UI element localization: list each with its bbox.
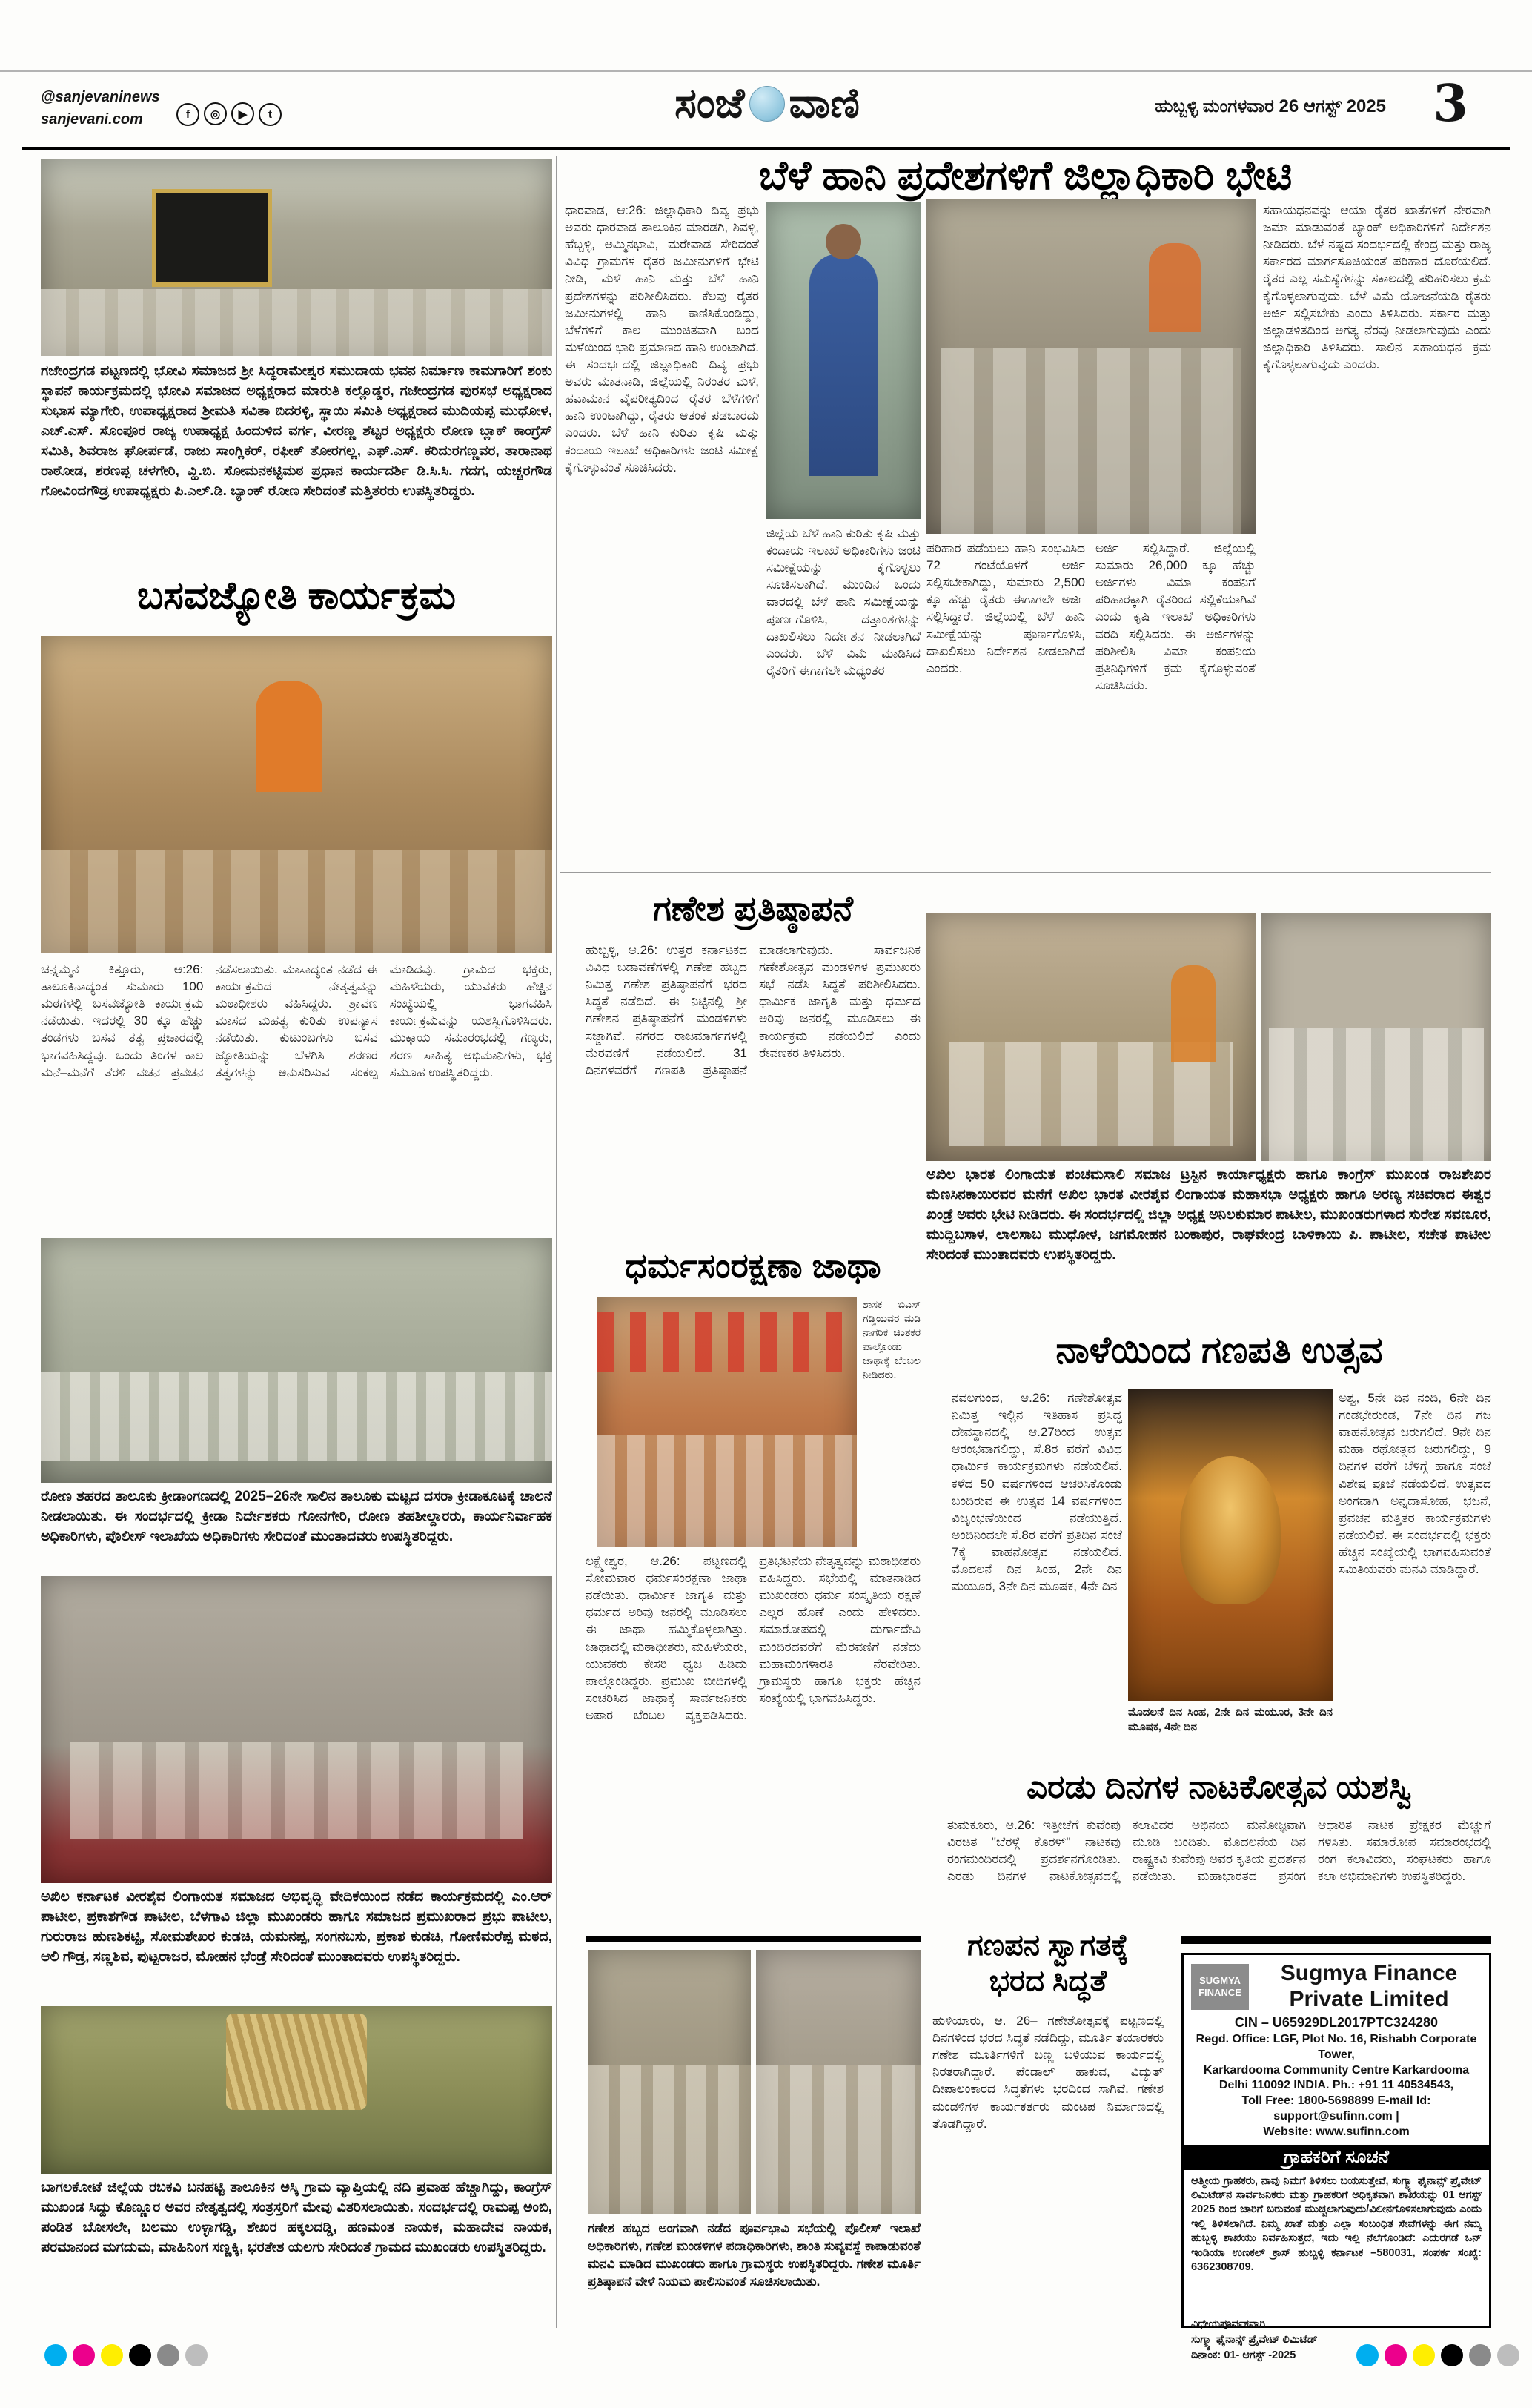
photo-khandre-visit-group <box>1261 913 1491 1161</box>
reg-dot-gray <box>157 2344 179 2366</box>
social-handles <box>41 86 170 130</box>
seated-devotees <box>41 850 552 953</box>
idol-silhouette <box>1180 1456 1281 1604</box>
ad-sign-2: ಸುಗ್ಮ್ಯಾ ಫೈನಾನ್ಸ್ ಪ್ರೈವೇಟ್ ಲಿಮಿಟೆಡ್ <box>1191 2333 1318 2346</box>
ganapana-body: ಹುಳಿಯಾರು, ಆ. 26– ಗಣೇಶೋತ್ಸವಕ್ಕೆ ಪಟ್ಟಣದಲ್ಲಿ ದಿನಗಳಿಂದ ಭರದ ಸಿದ್ಧತೆ ನಡೆದಿದ್ದು, ಮೂರ್ತಿ ತಯಾರಕರು ಗಣೇಶ ಮೂರ್ತಿಗಳಿಗೆ ಬಣ್ಣ ಬಳಿಯುವ ಕಾರ್ಯದಲ್ಲಿ ನಿರತರಾಗಿದ್ದಾರೆ. ಪೆಂಡಾಲ್ ಹಾಕುವ, ವಿದ್ಯುತ್ ದೀಪಾಲಂಕಾರದ ಸಿದ್ಧತೆಗಳು ಭರದಿಂದ ಸಾಗಿವೆ. ಗಣೇಶ ಮಂಡಳಿಗಳ ಕಾರ್ಯಕರ್ತರು ಮಂಟಪ ನಿರ್ಮಾಣದಲ್ಲಿ ತೊಡಗಿದ್ದಾರೆ. <box>932 2014 1164 2131</box>
website-text: sanjevani.com <box>41 111 143 128</box>
photo-bottom-mid-right <box>756 1950 921 2214</box>
facebook-icon: f <box>176 103 199 126</box>
header-bottom-rule <box>22 147 1510 150</box>
ad-header-row <box>1191 1961 1482 2012</box>
memorial-plaque <box>152 189 272 287</box>
nataka-headline: ಎರಡು ದಿನಗಳ ನಾಟಕೋತ್ಸವ ಯಶಸ್ವಿ <box>1026 1769 1413 1805</box>
reg-dot-magenta <box>73 2344 95 2366</box>
reg-dot-lightgray-r <box>1497 2344 1519 2366</box>
column-divider-left <box>556 156 557 2328</box>
edition-date-line: ಹುಬ್ಬಳ್ಳಿ ಮಂಗಳವಾರ 26 ಆಗಸ್ಟ್ 2025 <box>1155 96 1386 116</box>
figure-saffron-shawl <box>1149 243 1201 332</box>
masthead-logo-circle <box>749 86 785 122</box>
main-article-col-1: ಧಾರವಾಡ, ಆ:26: ಜಿಲ್ಲಾಧಿಕಾರಿ ದಿವ್ಯ ಪ್ರಭು ಅವರು ಧಾರವಾಡ ತಾಲೂಕಿನ ಮಾರಡಗಿ, ಶಿವಳ್ಳಿ, ಹೆಬ್ಬಳ್ಳಿ, ಅಮ್ಮಿನಭಾವಿ, ಮರೇವಾಡ ಸೇರಿದಂತೆ ವಿವಿಧ ಗ್ರಾಮಗಳ ರೈತರ ಜಮೀನುಗಳಿಗೆ ಭೇಟಿ ನೀಡಿ, ಮಳೆ ಹಾನಿ ಮತ್ತು ಬೆಳೆ ಹಾನಿ ಪ್ರದೇಶಗಳನ್ನು ಪರಿಶೀಲಿಸಿದರು. ಕೆಲವು ರೈತರ ಜಮೀನುಗಳಲ್ಲಿ ಹಾನಿ ಕಾಣಿಸಿಕೊಂಡಿದ್ದು, ಬೆಳೆಗಳಿಗೆ ಕಾಲ ಮುಂಚಿತವಾಗಿ ಬಂದ ಮಳೆಯಿಂದ ಭಾರಿ ಪ್ರಮಾಣದ ಹಾನಿ ಉಂಟಾಗಿದೆ. ಈ ಸಂದರ್ಭದಲ್ಲಿ ಜಿಲ್ಲಾಧಿಕಾರಿ ದಿವ್ಯ ಪ್ರಭು ಅವರು ಮಾತನಾಡಿ, ಜಿಲ್ಲೆಯಲ್ಲಿ ನಿರಂತರ ಮಳೆ, ಹವಾಮಾನ ವೈಪರೀತ್ಯದಿಂದ ರೈತರ ಬೆಳೆಗಳಿಗೆ ಹಾನಿ ಉಂಟಾಗಿದ್ದು, ರೈತರು ಆತಂಕ ಪಡಬಾರದು ಎಂದರು. ಬೆಳೆ ಹಾನಿ ಕುರಿತು ಕೃಷಿ ಮತ್ತು ಕಂದಾಯ ಇಲಾಖೆ ಅಧಿಕಾರಿಗಳು ಜಂಟಿ ಸಮೀಕ್ಷೆ ಕೈಗೊಳ್ಳುವಂತೆ ಸೂಚಿಸಿದರು. <box>565 203 759 474</box>
main-article-col-3b: ಅರ್ಜಿ ಸಲ್ಲಿಸಿದ್ದಾರೆ. ಜಿಲ್ಲೆಯಲ್ಲಿ ಸುಮಾರು 26,000 ಕ್ಕೂ ಹೆಚ್ಚು ಅರ್ಜಿಗಳು ವಿಮಾ ಕಂಪನಿಗೆ ಪರಿಹಾರಕ್ಕಾಗಿ ರೈತರಿಂದ ಸಲ್ಲಿಕೆಯಾಗಿವೆ ಎಂದು ಕೃಷಿ ಇಲಾಖೆ ಅಧಿಕಾರಿಗಳು ವರದಿ ಸಲ್ಲಿಸಿದರು. ಈ ಅರ್ಜಿಗಳನ್ನು ಪರಿಶೀಲಿಸಿ ವಿಮಾ ಕಂಪನಿಯ ಪ್ರತಿನಿಧಿಗಳಿಗೆ ಕ್ರಮ ಕೈಗೊಳ್ಳುವಂತೆ ಸೂಚಿಸಿದರು. <box>1095 541 1256 692</box>
dharma-side-col: ಶಾಸಕ ಬಿಎಸ್ ಗಡ್ಡಿಯವರ ಮಡಿ ನಾಗರಿಕ ಚಿಂತಕರ ಪಾಲ್ಗೊಂಡು ಜಾಥಾಕ್ಕೆ ಬೆಂಬಲ ನೀಡಿದರು. <box>863 1298 921 1381</box>
utsava-col-right: ಅಶ್ವ, 5ನೇ ದಿನ ನಂದಿ, 6ನೇ ದಿನ ಗಂಡಭೇರುಂಡ, 7ನೇ ದಿನ ಗಜ ವಾಹನೋತ್ಸವ ಜರುಗಲಿದೆ. 9ನೇ ದಿನ ಮಹಾ ರಥೋತ್ಸವ ಜರುಗಲಿದ್ದು, 9 ದಿನಗಳ ವರೆಗೆ ಬೆಳಿಗ್ಗೆ ಹಾಗೂ ಸಂಜೆ ವಿಶೇಷ ಪೂಜೆ ನಡೆಯಲಿದೆ. ಉತ್ಸವದ ಅಂಗವಾಗಿ ಅನ್ನದಾಸೋಹ, ಭಜನೆ, ಪ್ರವಚನ ಮತ್ತಿತರ ಕಾರ್ಯಕ್ರಮಗಳು ನಡೆಯಲಿವೆ. ಈ ಸಂದರ್ಭದಲ್ಲಿ ಭಕ್ತರು ಹೆಚ್ಚಿನ ಸಂಖ್ಯೆಯಲ್ಲಿ ಭಾಗವಹಿಸುವಂತೆ ಸಮಿತಿಯವರು ಮನವಿ ಮಾಡಿದ್ದಾರೆ. <box>1339 1391 1491 1577</box>
main-article-col-4: ಸಹಾಯಧನವನ್ನು ಆಯಾ ರೈತರ ಖಾತೆಗಳಿಗೆ ನೇರವಾಗಿ ಜಮಾ ಮಾಡುವಂತೆ ಬ್ಯಾಂಕ್ ಅಧಿಕಾರಿಗಳಿಗೆ ನಿರ್ದೇಶನ ನೀಡಿದರು. ಬೆಳೆ ನಷ್ಟದ ಸಂದರ್ಭದಲ್ಲಿ ಕೇಂದ್ರ ಮತ್ತು ರಾಜ್ಯ ಸರ್ಕಾರದ ಮಾರ್ಗಸೂಚಿಯಂತೆ ಪರಿಹಾರ ದೊರೆಯಲಿದೆ. ರೈತರ ಎಲ್ಲ ಸಮಸ್ಯೆಗಳನ್ನು ಸಕಾಲದಲ್ಲಿ ಪರಿಹರಿಸಲು ಕ್ರಮ ಕೈಗೊಳ್ಳಲಾಗುವುದು. ಬೆಳೆ ವಿಮೆ ಯೋಜನೆಯಡಿ ರೈತರು ಅರ್ಜಿ ಸಲ್ಲಿಸಬೇಕು ಎಂದು ತಿಳಿಸಿದರು. ಸರ್ಕಾರ ಮತ್ತು ಜಿಲ್ಲಾಡಳಿತದಿಂದ ಅಗತ್ಯ ನೆರವು ನೀಡಲಾಗುವುದು ಎಂದು ಜಿಲ್ಲಾಧಿಕಾರಿ ತಿಳಿಸಿದರು. ಸಾಲಿನ ಸಹಾಯಧನ ಕ್ರಮ ಕೈಗೊಳ್ಳಲಾಗುವುದು ಎಂದರು. <box>1263 203 1491 371</box>
twitter-icon: t <box>259 103 282 126</box>
basava-body: ಚನ್ನಮ್ಮನ ಕಿತ್ತೂರು, ಆ:26: ತಾಲೂಕಿನಾದ್ಯಂತ ಸುಮಾರು 100 ಮಠಗಳಲ್ಲಿ ಬಸವಜ್ಯೋತಿ ಕಾರ್ಯಕ್ರಮ ನಡೆಯಿತು. ಇದರಲ್ಲಿ 30 ಕ್ಕೂ ಹೆಚ್ಚು ತಂಡಗಳು ಬಸವ ತತ್ವ ಪ್ರಚಾರದಲ್ಲಿ ಭಾಗವಹಿಸಿದ್ದವು. ಒಂದು ತಿಂಗಳ ಕಾಲ ಮನೆ–ಮನೆಗೆ ತೆರಳಿ ವಚನ ಪ್ರವಚನ ನಡೆಸಲಾಯಿತು. ಮಾಸಾದ್ಯಂತ ನಡೆದ ಈ ಕಾರ್ಯಕ್ರಮದ ನೇತೃತ್ವವನ್ನು ಮಠಾಧೀಶರು ವಹಿಸಿದ್ದರು. ಶ್ರಾವಣ ಮಾಸದ ಮಹತ್ವ ಕುರಿತು ಉಪನ್ಯಾಸ ನಡೆಯಿತು. ಕುಟುಂಬಗಳು ಬಸವ ಜ್ಯೋತಿಯನ್ನು ಬೆಳಗಿಸಿ ಶರಣರ ತತ್ವಗಳನ್ನು ಅನುಸರಿಸುವ ಸಂಕಲ್ಪ ಮಾಡಿದವು. ಗ್ರಾಮದ ಭಕ್ತರು, ಮಹಿಳೆಯರು, ಯುವಕರು ಹೆಚ್ಚಿನ ಸಂಖ್ಯೆಯಲ್ಲಿ ಭಾಗವಹಿಸಿ ಕಾರ್ಯಕ್ರಮವನ್ನು ಯಶಸ್ವಿಗೊಳಿಸಿದರು. ಮುಕ್ತಾಯ ಸಮಾರಂಭದಲ್ಲಿ ಗಣ್ಯರು, ಶರಣ ಸಾಹಿತ್ಯ ಅಭಿಮಾನಿಗಳು, ಭಕ್ತ ಸಮೂಹ ಉಪಸ್ಥಿತರಿದ್ದರು. <box>41 962 552 1079</box>
bottom-mid-top-rule <box>586 1936 921 1942</box>
ad-top-rule <box>1181 1936 1491 1944</box>
photo-shanku-sthapane-ceremony <box>41 159 552 356</box>
sugmya-logo-icon <box>1191 1964 1249 2010</box>
procession-crowd <box>597 1435 857 1547</box>
header-top-rule <box>0 70 1532 72</box>
red-flags <box>597 1312 857 1372</box>
figure-swamiji <box>256 681 322 792</box>
caption-stage-function: ಅಖಿಲ ಕರ್ನಾಟಕ ವೀರಶೈವ ಲಿಂಗಾಯತ ಸಮಾಜದ ಅಭಿವೃದ್ಧಿ ವೇದಿಕೆಯಿಂದ ನಡೆದ ಕಾರ್ಯಕ್ರಮದಲ್ಲಿ ಎಂ.ಆರ್ ಪಾಟೀಲ, ಪ್ರಕಾಶಗೌಡ ಪಾಟೀಲ, ಬೆಳಗಾವಿ ಜಿಲ್ಲಾ ಮುಖಂಡರು ಹಾಗೂ ಸಮಾಜದ ಪ್ರಮುಖರಾದ ಪ್ರಭು ಪಾಟೀಲ, ಗುರುರಾಜ ಹುಣಶಿಕಟ್ಟಿ, ಸೋಮಶೇಖರ ಕುಡಚಿ, ಯಮನಪ್ಪ, ಸಂಗನಬಸು, ಪ್ರಕಾಶ ಕುಡಚಿ, ಗೋಣಿಮರೆಪ್ಪ ಮಠದ, ಆಲಿ ಗೌಡ್ರ, ಸಣ್ಣಶಿವ, ಪುಟ್ಟರಾಜರ, ಮೋಹನ ಭೆಂಡ್ರೆ ಸೇರಿದಂತೆ ಮುಂತಾದವರು ಉಪಸ್ಥಿತರಿದ್ದರು. <box>41 1889 552 1965</box>
reg-dot-black <box>129 2344 151 2366</box>
reg-dot-cyan-r <box>1356 2344 1379 2366</box>
nataka-body: ತುಮಕೂರು, ಆ.26: ಇತ್ತೀಚೆಗೆ ಕುವೆಂಪು ವಿರಚಿತ ''ಬೆರಳ್ಗೆ ಕೊರಳ್'' ನಾಟಕವು ರಂಗಮಂದಿರದಲ್ಲಿ ಪ್ರದರ್ಶನಗೊಂಡಿತು. ಎರಡು ದಿನಗಳ ನಾಟಕೋತ್ಸವದಲ್ಲಿ ಕಲಾವಿದರ ಅಭಿನಯ ಮನೋಜ್ಞವಾಗಿ ಮೂಡಿ ಬಂದಿತು. ಮೊದಲನೆಯ ದಿನ ರಾಷ್ಟ್ರಕವಿ ಕುವೆಂಪು ಅವರ ಕೃತಿಯ ಪ್ರದರ್ಶನ ನಡೆಯಿತು. ಮಹಾಭಾರತದ ಪ್ರಸಂಗ ಆಧಾರಿತ ನಾಟಕ ಪ್ರೇಕ್ಷಕರ ಮೆಚ್ಚುಗೆ ಗಳಿಸಿತು. ಸಮಾರೋಪ ಸಮಾರಂಭದಲ್ಲಿ ರಂಗ ಕಲಾವಿದರು, ಸಂಘಟಕರು ಹಾಗೂ ಕಲಾ ಅಭಿಮಾನಿಗಳು ಉಪಸ್ಥಿತರಿದ್ದರು. <box>947 1818 1491 1884</box>
utsava-col-left: ನವಲಗುಂದ, ಆ.26: ಗಣೇಶೋತ್ಸವ ನಿಮಿತ್ತ ಇಲ್ಲಿನ ಇತಿಹಾಸ ಪ್ರಸಿದ್ಧ ದೇವಸ್ಥಾನದಲ್ಲಿ ಆ.27ರಿಂದ ಉತ್ಸವ ಆರಂಭವಾಗಲಿದ್ದು, ಸೆ.8ರ ವರೆಗೆ ವಿವಿಧ ಧಾರ್ಮಿಕ ಕಾರ್ಯಕ್ರಮಗಳು ನಡೆಯಲಿವೆ. ಕಳೆದ 50 ವರ್ಷಗಳಿಂದ ಆಚರಿಸಿಕೊಂಡು ಬಂದಿರುವ ಈ ಉತ್ಸವ 14 ವರ್ಷಗಳಿಂದ ವಿಜೃಂಭಣೆಯಿಂದ ನಡೆಯುತ್ತಿದೆ. ಅಂದಿನಿಂದಲೇ ಸೆ.8ರ ವರೆಗೆ ಪ್ರತಿದಿನ ಸಂಜೆ 7ಕ್ಕೆ ವಾಹನೋತ್ಸವ ನಡೆಯಲಿದೆ. ಮೊದಲನೆ ದಿನ ಸಿಂಹ, 2ನೇ ದಿನ ಮಯೂರ, 3ನೇ ದಿನ ಮೂಷಕ, 4ನೇ ದಿನ <box>952 1391 1122 1594</box>
figure-head <box>826 224 861 259</box>
seated-dignitaries <box>70 1742 523 1839</box>
masthead-right-text: ವಾಣಿ <box>789 79 860 126</box>
figure-orange-kurta <box>1171 965 1216 1062</box>
crowd-figures <box>41 289 552 356</box>
basava-headline: ಬಸವಜ್ಯೋತಿ ಕಾರ್ಯಕ್ರಮ <box>137 575 456 618</box>
reg-dot-yellow <box>101 2344 123 2366</box>
reg-dot-gray-r <box>1469 2344 1491 2366</box>
masthead <box>615 79 919 128</box>
ad-title-line2: Private Limited <box>1289 1986 1449 2011</box>
ad-addr-3: Delhi 110092 INDIA. Ph.: +91 11 40534543, <box>1218 2079 1454 2092</box>
logo-text-1: SUGMYA <box>1199 1974 1241 1986</box>
dharma-headline: ಧರ್ಮಸಂರಕ್ಷಣಾ ಜಾಥಾ <box>625 1246 881 1285</box>
reg-dot-cyan <box>44 2344 67 2366</box>
ganesha-body: ಹುಬ್ಬಳ್ಳಿ, ಆ.26: ಉತ್ತರ ಕರ್ನಾಟಕದ ವಿವಿಧ ಬಡಾವಣೆಗಳಲ್ಲಿ ಗಣೇಶ ಹಬ್ಬದ ನಿಮಿತ್ತ ಗಣೇಶ ಪ್ರತಿಷ್ಠಾಪನೆಗೆ ಭರದ ಸಿದ್ಧತೆ ನಡೆದಿದೆ. ಈ ನಿಟ್ಟಿನಲ್ಲಿ ಶ್ರೀ ಗಣೇಶನ ಪ್ರತಿಷ್ಠಾಪನೆಗೆ ಮಂಡಳಿಗಳು ಸಜ್ಜಾಗಿವೆ. ನಗರದ ರಾಜಮಾರ್ಗಗಳಲ್ಲಿ ಮೆರವಣಿಗೆ ನಡೆಯಲಿದೆ. 31 ದಿನಗಳವರೆಗೆ ಗಣಪತಿ ಪ್ರತಿಷ್ಠಾಪನೆ ಮಾಡಲಾಗುವುದು. ಸಾರ್ವಜನಿಕ ಗಣೇಶೋತ್ಸವ ಮಂಡಳಿಗಳ ಪ್ರಮುಖರು ಸಭೆ ನಡೆಸಿ ಸಿದ್ಧತೆ ಪರಿಶೀಲಿಸಿದರು. ಧಾರ್ಮಿಕ ಜಾಗೃತಿ ಮತ್ತು ಧರ್ಮದ ಅರಿವು ಜನರಲ್ಲಿ ಮೂಡಿಸಲು ಈ ಕಾರ್ಯಕ್ರಮ ನಡೆಯಲಿದೆ ಎಂದು ರೇವಣಕರ ತಿಳಿಸಿದರು. <box>586 943 921 1077</box>
caption-shanku-sthapane: ಗಜೇಂದ್ರಗಡ ಪಟ್ಟಣದಲ್ಲಿ ಭೋವಿ ಸಮಾಜದ ಶ್ರೀ ಸಿದ್ಧರಾಮೇಶ್ವರ ಸಮುದಾಯ ಭವನ ನಿರ್ಮಾಣ ಕಾಮಗಾರಿಗೆ ಶಂಕು ಸ್ಥಾಪನೆ ಕಾರ್ಯಕ್ರಮದಲ್ಲಿ ಭೋವಿ ಸಮಾಜದ ಅಧ್ಯಕ್ಷರಾದ ಮಾರುತಿ ಕಲ್ಲೊಡ್ಡರ, ಗಜೇಂದ್ರಗಡ ಪುರಸಭೆ ಅಧ್ಯಕ್ಷರಾದ ಸುಭಾಸ ಮ್ಯಾಗೇರಿ, ಉಪಾಧ್ಯಕ್ಷರಾದ ಶ್ರೀಮತಿ ಸವಿತಾ ಬಿದರಳ್ಳಿ, ಸ್ಥಾಯಿ ಸಮಿತಿ ಅಧ್ಯಕ್ಷರಾದ ಮುದಿಯಪ್ಪ ಮುಧೋಳ, ಎಚ್.ಎಸ್. ಸೊಂಪೂರ ರಾಜ್ಯ ಉಪಾಧ್ಯಕ್ಷ ಹಿಂದುಳಿದ ವರ್ಗ, ವೀರಣ್ಣ ಶೆಟ್ಟರ ಅಧ್ಯಕ್ಷರು ರೋಣ ಬ್ಲಾಕ್ ಕಾಂಗ್ರೆಸ್ ಸಮಿತಿ, ಶಿವರಾಜ ಘೋರ್ಪಡೆ, ರಾಜು ಸಾಂಗ್ಲಿಕರ್, ರಫೀಕ್ ತೋರಗಲ್ಲ, ಎಫ್.ಎಸ್. ಕರಿದುರಗಣ್ಣವರ, ತಾರಾನಾಥ ರಾಠೋಡ, ಶರಣಪ್ಪ ಚಳಗೇರಿ, ವ್ಹಿ.ಬಿ. ಸೋಮನಕಟ್ಟಿಮಠ ಪ್ರಧಾನ ಕಾರ್ಯದರ್ಶಿ ಡಿ.ಸಿ.ಸಿ. ಗದಗ, ಯಚ್ಚರಗೌಡ ಗೋವಿಂದಗೌಡ್ರ ಉಪಾಧ್ಯಕ್ಷರು ಪಿ.ಎಲ್.ಡಿ. ಬ್ಯಾಂಕ್ ರೋಣ ಸೇರಿದಂತೆ ಮತ್ತಿತರರು ಉಪಸ್ಥಿತರಿದ್ದರು. <box>41 363 552 499</box>
standing-men-row-2 <box>756 2065 921 2214</box>
main-article-col-2: ಜಿಲ್ಲೆಯ ಬೆಳೆ ಹಾನಿ ಕುರಿತು ಕೃಷಿ ಮತ್ತು ಕಂದಾಯ ಇಲಾಖೆ ಅಧಿಕಾರಿಗಳು ಜಂಟಿ ಸಮೀಕ್ಷೆಯನ್ನು ಕೈಗೊಳ್ಳಲು ಸೂಚಿಸಲಾಗಿದೆ. ಮುಂದಿನ ಒಂದು ವಾರದಲ್ಲಿ ಬೆಳೆ ಹಾನಿ ಸಮೀಕ್ಷೆಯನ್ನು ಪೂರ್ಣಗೊಳಿಸಿ, ದತ್ತಾಂಶಗಳನ್ನು ದಾಖಲಿಸಲು ನಿರ್ದೇಶನ ನೀಡಲಾಗಿದೆ ಎಂದರು. ಬೆಳೆ ವಿಮೆ ಮಾಡಿಸಿದ ರೈತರಿಗೆ ಈಗಾಗಲೇ ಮಧ್ಯಂತರ <box>766 526 921 678</box>
athletes-row <box>41 1372 552 1461</box>
masthead-left-text: ಸಂಜೆ <box>674 79 745 126</box>
photo-basavajyoti-gathering <box>41 636 552 953</box>
reg-dot-black-r <box>1441 2344 1463 2366</box>
registration-marks-left <box>44 2344 213 2370</box>
caption-bottom-mid: ಗಣೇಶ ಹಬ್ಬದ ಅಂಗವಾಗಿ ನಡೆದ ಪೂರ್ವಭಾವಿ ಸಭೆಯಲ್ಲಿ ಪೊಲೀಸ್ ಇಲಾಖೆ ಅಧಿಕಾರಿಗಳು, ಗಣೇಶ ಮಂಡಳಿಗಳ ಪದಾಧಿಕಾರಿಗಳು, ಶಾಂತಿ ಸುವ್ಯವಸ್ಥೆ ಕಾಪಾಡುವಂತೆ ಮನವಿ ಮಾಡಿದ ಮುಖಂಡರು ಹಾಗೂ ಗ್ರಾಮಸ್ಥರು ಉಪಸ್ಥಿತರಿದ್ದರು. ಗಣೇಶ ಮೂರ್ತಿ ಪ್ರತಿಷ್ಠಾಪನೆ ವೇಳೆ ನಿಯಮ ಪಾಲಿಸುವಂತೆ ಸೂಚಿಸಲಾಯಿತು. <box>588 2221 921 2289</box>
photo-stadium-group <box>41 1238 552 1483</box>
ad-cin: CIN – U65929DL2017PTC324280 <box>1234 2015 1439 2030</box>
dharma-body: ಲಕ್ಷ್ಮೇಶ್ವರ, ಆ.26: ಪಟ್ಟಣದಲ್ಲಿ ಸೋಮವಾರ ಧರ್ಮಸಂರಕ್ಷಣಾ ಜಾಥಾ ನಡೆಯಿತು. ಧಾರ್ಮಿಕ ಜಾಗೃತಿ ಮತ್ತು ಧರ್ಮದ ಅರಿವು ಜನರಲ್ಲಿ ಮೂಡಿಸಲು ಈ ಜಾಥಾ ಹಮ್ಮಿಕೊಳ್ಳಲಾಗಿತ್ತು. ಜಾಥಾದಲ್ಲಿ ಮಠಾಧೀಶರು, ಮಹಿಳೆಯರು, ಯುವಕರು ಕೇಸರಿ ಧ್ವಜ ಹಿಡಿದು ಪಾಲ್ಗೊಂಡಿದ್ದರು. ಪ್ರಮುಖ ಬೀದಿಗಳಲ್ಲಿ ಸಂಚರಿಸಿದ ಜಾಥಾಕ್ಕೆ ಸಾರ್ವಜನಿಕರು ಅಪಾರ ಬೆಂಬಲ ವ್ಯಕ್ತಪಡಿಸಿದರು. ಪ್ರತಿಭಟನೆಯ ನೇತೃತ್ವವನ್ನು ಮಠಾಧೀಶರು ವಹಿಸಿದ್ದರು. ಸಭೆಯಲ್ಲಿ ಮಾತನಾಡಿದ ಮುಖಂಡರು ಧರ್ಮ ಸಂಸ್ಕೃತಿಯ ರಕ್ಷಣೆ ಎಲ್ಲರ ಹೊಣೆ ಎಂದು ಹೇಳಿದರು. ಸಮಾರೋಪದಲ್ಲಿ ದುರ್ಗಾದೇವಿ ಮಂದಿರದವರೆಗೆ ಮೆರವಣಿಗೆ ನಡೆದು ಮಹಾಮಂಗಳಾರತಿ ನೆರವೇರಿತು. ಗ್ರಾಮಸ್ಥರು ಹಾಗೂ ಭಕ್ತರು ಹೆಚ್ಚಿನ ಸಂಖ್ಯೆಯಲ್ಲಿ ಭಾಗವಹಿಸಿದ್ದರು. <box>586 1554 921 1722</box>
main-article-bottom-rule <box>560 872 1491 873</box>
ad-title <box>1256 1961 1482 2012</box>
reg-dot-yellow-r <box>1413 2344 1435 2366</box>
instagram-icon: ◎ <box>204 102 227 125</box>
ganesha-headline: ಗಣೇಶ ಪ್ರತಿಷ್ಠಾಪನೆ <box>653 889 853 927</box>
standing-group <box>1269 1028 1484 1161</box>
ad-notice-body: ಆತ್ಮೀಯ ಗ್ರಾಹಕರು, ನಾವು ನಿಮಗೆ ತಿಳಿಸಲು ಬಯಸುತ್ತೇವೆ, ಸುಗ್ಮ್ಯಾ ಫೈನಾನ್ಸ್ ಪ್ರೈವೇಟ್ ಲಿಮಿಟೆಡ್‌ನ ಸಾರ್ವಜನಿಕರು ಮತ್ತು ಗ್ರಾಹಕರಿಗೆ ಅಧಿಕೃತವಾಗಿ ಶಾಖೆಯನ್ನು 01 ಆಗಸ್ಟ್ 2025 ರಿಂದ ಜಾರಿಗೆ ಬರುವಂತೆ ಮುಚ್ಚಲಾಗುವುದು/ವಿಲೀನಗೊಳಿಸಲಾಗುವುದು ಎಂದು ಇಲ್ಲಿ ತಿಳಿಸಲಾಗಿದೆ. ನಿಮ್ಮ ಖಾತೆ ಮತ್ತು ಎಲ್ಲಾ ಸಂಬಂಧಿತ ಸೇವೆಗಳನ್ನು ಈಗ ನಮ್ಮ ಹುಬ್ಬಳ್ಳಿ ಶಾಖೆಯು ನಿರ್ವಹಿಸುತ್ತದೆ, ಇದು ಇಲ್ಲಿ ನೆಲೆಗೊಂಡಿದೆ: ಎದುರಗಡೆ ಒನ್ ಇಂಡಿಯಾ ಉಣಕಲ್ ಕ್ರಾಸ್ ಹುಬ್ಬಳ್ಳಿ ಕರ್ನಾಟಕ –580031, ಸಂಪರ್ಕ ಸಂಖ್ಯೆ: 6362308709. <box>1191 2174 1482 2274</box>
ad-title-line1: Sugmya Finance <box>1280 1961 1458 1985</box>
main-article-col-3a: ಪರಿಹಾರ ಪಡೆಯಲು ಹಾನಿ ಸಂಭವಿಸಿದ 72 ಗಂಟೆಯೊಳಗೆ ಅರ್ಜಿ ಸಲ್ಲಿಸಬೇಕಾಗಿದ್ದು, ಸುಮಾರು 2,500 ಕ್ಕೂ ಹೆಚ್ಚು ರೈತರು ಈಗಾಗಲೇ ಅರ್ಜಿ ಸಲ್ಲಿಸಿದ್ದಾರೆ. ಜಿಲ್ಲೆಯಲ್ಲಿ ಬೆಳೆ ಹಾನಿ ಸಮೀಕ್ಷೆಯನ್ನು ಪೂರ್ಣಗೊಳಿಸಿ, ದಾಖಲಿಸಲು ನಿರ್ದೇಶನ ನೀಡಲಾಗಿದೆ ಎಂದರು. <box>926 541 1085 675</box>
sugmya-ad <box>1181 1953 1491 2361</box>
photo-khandre-visit-meeting <box>926 913 1256 1161</box>
ad-sign-3: ದಿನಾಂಕ: 01- ಆಗಸ್ಟ್ -2025 <box>1191 2349 1296 2361</box>
photo-stage-function <box>41 1576 552 1883</box>
photo-ganapati-idol <box>1128 1389 1333 1701</box>
figure-blue-saree <box>809 254 878 476</box>
utsava-photo-caption: ಮೊದಲನೆ ದಿನ ಸಿಂಹ, 2ನೇ ದಿನ ಮಯೂರ, 3ನೇ ದಿನ ಮೂಷಕ, 4ನೇ ದಿನ <box>1128 1706 1333 1734</box>
ad-addr-1: Regd. Office: LGF, Plot No. 16, Rishabh Corporate Tower, <box>1196 2033 1477 2061</box>
photo-dharma-jatha-procession <box>597 1297 857 1547</box>
ad-addr-4: Toll Free: 1800-5698899 E-mail Id: support@sufinn.com | <box>1241 2094 1431 2123</box>
youtube-icon: ▶ <box>231 102 254 125</box>
ganapana-headline-line2: ಭರದ ಸಿದ್ಧತೆ <box>989 1965 1107 1997</box>
group-figures <box>941 348 1241 534</box>
fodder-bundle <box>226 2014 367 2110</box>
photo-bottom-mid-left <box>588 1950 751 2214</box>
caption-stadium: ರೋಣ ಶಹರದ ತಾಲೂಕು ಕ್ರೀಡಾಂಗಣದಲ್ಲಿ 2025–26ನೇ ಸಾಲಿನ ತಾಲೂಕು ಮಟ್ಟದ ದಸರಾ ಕ್ರೀಡಾಕೂಟಕ್ಕೆ ಚಾಲನೆ ನೀಡಲಾಯಿತು. ಈ ಸಂದರ್ಭದಲ್ಲಿ ಕ್ರೀಡಾ ನಿರ್ದೇಶಕರು ಗೋನಗೇರಿ, ರೋಣ ತಹಶೀಲ್ದಾರರು, ಕಾರ್ಯನಿರ್ವಾಹಕ ಅಧಿಕಾರಿಗಳು, ಪೊಲೀಸ್ ಇಲಾಖೆಯ ಅಧಿಕಾರಿಗಳು ಸೇರಿದಂತೆ ಮುಂತಾದವರು ಉಪಸ್ಥಿತರಿದ್ದರು. <box>41 1489 552 1544</box>
ad-sign-1: ವಿಧೇಯಪೂರ್ವಕವಾಗಿ <box>1191 2318 1266 2330</box>
standing-men-row <box>588 2065 751 2214</box>
ad-notice-bar: ಗ್ರಾಹಕರಿಗೆ ಸೂಚನೆ <box>1184 2145 1489 2170</box>
page-number: 3 <box>1433 74 1468 133</box>
ad-addr-2: Karkardooma Community Centre Karkardooma <box>1203 2063 1470 2077</box>
caption-fodder: ಬಾಗಲಕೋಟೆ ಜಿಲ್ಲೆಯ ರಬಕವಿ ಬನಹಟ್ಟಿ ತಾಲೂಕಿನ ಅಸ್ಕಿ ಗ್ರಾಮ ವ್ಯಾಪ್ತಿಯಲ್ಲಿ ನದಿ ಪ್ರವಾಹ ಹೆಚ್ಚಾಗಿದ್ದು, ಕಾಂಗ್ರೆಸ್ ಮುಖಂಡ ಸಿದ್ದು ಕೊಣ್ಣೂರ ಅವರ ನೇತೃತ್ವದಲ್ಲಿ ಸಂತ್ರಸ್ತರಿಗೆ ಮೇವು ವಿತರಿಸಲಾಯಿತು. ಸಂದರ್ಭದಲ್ಲಿ ರಾಮಪ್ಪ ಅಂಬಿ, ಪಂಡಿತ ಬೋಸಲೇ, ಬಲಮು ಉಳ್ಳಾಗಡ್ಡಿ, ಶೇಖರ ಹಕ್ಕಲದಡ್ಡಿ, ಹಣಮಂತ ನಾಯಕ, ಮಹಾದೇವ ನಾಯಕ, ಪರಮಾನಂದ ಮಗದುಮ, ಮಾಹಿನಿಂಗ ಸಣ್ಣಕ್ಕಿ, ಭರತೇಶ ಯಲಗು ಸೇರಿದಂತೆ ಗ್ರಾಮದ ಮುಖಂಡರು ಉಪಸ್ಥಿತರಿದ್ದರು. <box>41 2180 552 2255</box>
utsava-headline: ನಾಳೆಯಿಂದ ಗಣಪತಿ ಉತ್ಸವ <box>1055 1329 1383 1371</box>
reg-dot-lightgray <box>185 2344 208 2366</box>
photo-officials-with-farmers <box>926 199 1256 534</box>
reg-dot-magenta-r <box>1385 2344 1407 2366</box>
logo-text-2: FINANCE <box>1198 1986 1241 1998</box>
photo-fodder-distribution <box>41 2006 552 2174</box>
ganapana-headline <box>932 1928 1164 2005</box>
caption-khandre-visit: ಅಖಿಲ ಭಾರತ ಲಿಂಗಾಯತ ಪಂಚಮಸಾಲಿ ಸಮಾಜ ಟ್ರಸ್ಟಿನ ಕಾರ್ಯಾಧ್ಯಕ್ಷರು ಹಾಗೂ ಕಾಂಗ್ರೆಸ್ ಮುಖಂಡ ರಾಜಶೇಖರ ಮೆಣಸಿನಕಾಯಿರವರ ಮನೆಗೆ ಅಖಿಲ ಭಾರತ ವೀರಶೈವ ಲಿಂಗಾಯತ ಮಹಾಸಭಾ ಅಧ್ಯಕ್ಷರು ಹಾಗೂ ಅರಣ್ಯ ಸಚಿವರಾದ ಈಶ್ವರ ಖಂಡ್ರೆ ಅವರು ಭೇಟಿ ನೀಡಿದರು. ಈ ಸಂದರ್ಭದಲ್ಲಿ ಜಿಲ್ಲಾ ಅಧ್ಯಕ್ಷ ಅನಿಲಕುಮಾರ ಪಾಟೀಲ, ಮುಖಂಡರುಗಳಾದ ಸುರೇಶ ಸವಣೂರ, ಮುದ್ದಿಬಸಾಳ, ಲಾಲಸಾಬ ಮುಧೋಳ, ಜಗಮೋಹನ ಬಂಕಾಪುರ, ರಾಘವೇಂದ್ರ ಬಾಳಿಕಾಯಿ ಪಿ. ಪಾಟೀಲ, ಸಚೇತ ಪಾಟೀಲ ಸೇರಿದಂತೆ ಮುಂತಾದವರು ಉಪಸ್ಥಿತರಿದ್ದರು. <box>926 1167 1491 1263</box>
social-icons-row <box>176 102 286 126</box>
main-headline: ಬೆಳೆ ಹಾನಿ ಪ್ರದೇಶಗಳಿಗೆ ಜಿಲ್ಲಾಧಿಕಾರಿ ಭೇಟಿ <box>758 153 1293 198</box>
ganapana-headline-line1: ಗಣಪನ ಸ್ವಾಗತಕ್ಕೆ <box>967 1929 1129 1962</box>
ad-addr-5: Website: www.sufinn.com <box>1263 2125 1410 2138</box>
social-handle-text: @sanjevaninews <box>41 89 160 105</box>
photo-woman-in-field <box>766 202 921 519</box>
registration-marks-right <box>1356 2344 1525 2370</box>
